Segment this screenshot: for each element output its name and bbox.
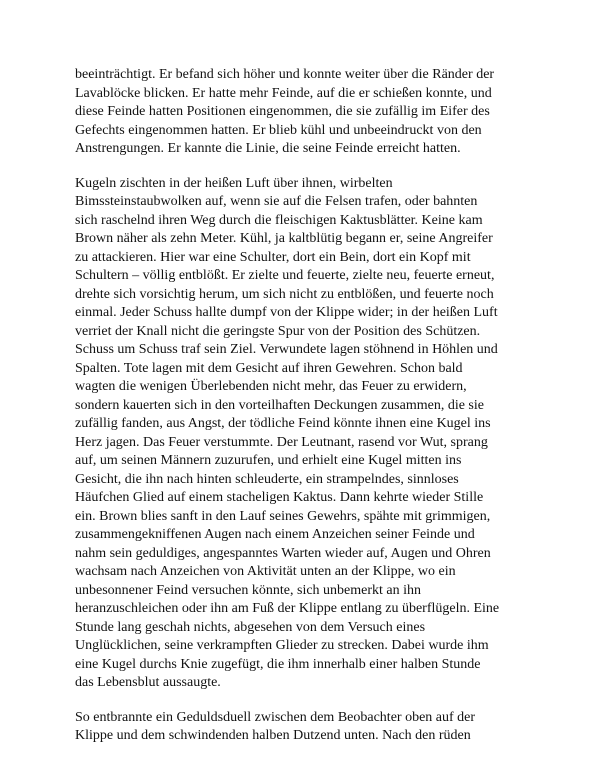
paragraph-3 <box>75 709 529 746</box>
text-line: Unglücklichen, seine verkrampften Glieder zu strecken. Dabei wurde ihm <box>75 638 489 653</box>
text-line: nahm sein geduldiges, angespanntes Warten wieder auf, Augen und Ohren <box>75 545 491 561</box>
text-line: heranzuschleichen oder ihn am Fuß der Klippe entlang zu überflügeln. Eine <box>75 601 500 616</box>
text-line: Stunde lang geschah nichts, abgesehen von dem Versuch eines <box>75 619 426 635</box>
text-line: verriet der Knall nicht die geringste Spur von der Position des Schützen. <box>75 323 481 339</box>
text-line: Schultern – völlig entblößt. Er zielte und feuerte, zielte neu, feuerte erneut, <box>75 268 495 283</box>
text-line: einmal. Jeder Schuss hallte dumpf von der Klippe wider; in der heißen Luft <box>75 305 498 320</box>
text-line: Klippe und dem schwindenden halben Dutzend unten. Nach den rüden <box>75 728 471 743</box>
text-line: drehte sich vorsichtig herum, um sich nicht zu entblößen, und feuerte noch <box>75 286 494 302</box>
text-line: zufällig fanden, aus Angst, der tödliche Feind könnte ihnen eine Kugel ins <box>75 416 491 431</box>
text-line: beeinträchtigt. Er befand sich höher und konnte weiter über die Ränder der <box>75 67 495 82</box>
text-line: Anstrengungen. Er kannte die Linie, die seine Feinde erreicht hatten. <box>75 141 461 156</box>
text-line: auf, um seinen Männern zuzurufen, und erhielt eine Kugel mitten ins <box>75 453 462 468</box>
text-line: sich raschelnd ihren Weg durch die fleischigen Kaktusblätter. Keine kam <box>75 212 483 228</box>
text-line: Spalten. Tote lagen mit dem Gesicht auf ihren Gewehren. Schon bald <box>75 360 463 376</box>
text-line: Herz jagen. Das Feuer verstummte. Der Leutnant, rasend vor Wut, sprang <box>75 434 488 450</box>
text-line: diese Feinde hatten Positionen eingenommen, die sie zufällig im Eifer des <box>75 104 490 119</box>
text-line: Gefechts eingenommen hatten. Er blieb kühl und unbeeindruckt von den <box>75 122 482 138</box>
text-line: ein. Brown blies sanft in den Lauf seines Gewehrs, spähte mit grimmigen, <box>75 508 491 524</box>
text-line: Kugeln zischten in der heißen Luft über ihnen, wirbelten <box>75 175 393 191</box>
paragraph-2 <box>75 175 529 693</box>
document-page <box>75 66 529 762</box>
text-line: Schuss um Schuss traf sein Ziel. Verwundete lagen stöhnend in Höhlen und <box>75 342 498 357</box>
text-line: Lavablöcke blicken. Er hatte mehr Feinde, auf die er schießen konnte, und <box>75 85 492 101</box>
text-line: das Lebensblut aussaugte. <box>75 675 221 690</box>
text-line: Gesicht, die ihn nach hinten schleuderte, ein strampelndes, sinnloses <box>75 471 459 487</box>
text-line: wachsam nach Anzeichen von Aktivität unten an der Klippe, wo ein <box>75 564 456 579</box>
text-line: Häufchen Glied auf einem stacheligen Kaktus. Dann kehrte wieder Stille <box>75 490 484 505</box>
text-line: sondern kauerten sich in den vorteilhaften Deckungen zusammen, die sie <box>75 397 484 413</box>
paragraph-1 <box>75 66 529 159</box>
text-line: zusammengekniffenen Augen nach einem Anzeichen seiner Feinde und <box>75 527 475 542</box>
text-line: Brown näher als zehn Meter. Kühl, ja kaltblütig begann er, seine Angreifer <box>75 231 493 246</box>
text-line: zu attackieren. Hier war eine Schulter, dort ein Bein, dort ein Kopf mit <box>75 249 471 265</box>
text-line: unbesonnener Feind versuchen könnte, sich unbemerkt an ihn <box>75 582 422 598</box>
text-line: wagten die wenigen Überlebenden nicht mehr, das Feuer zu erwidern, <box>75 379 467 394</box>
text-line: eine Kugel durchs Knie zugefügt, die ihm innerhalb einer halben Stunde <box>75 656 481 672</box>
text-line: Bimssteinstaubwolken auf, wenn sie auf die Felsen trafen, oder bahnten <box>75 194 478 209</box>
text-line: So entbrannte ein Geduldsduell zwischen dem Beobachter oben auf der <box>75 709 476 725</box>
